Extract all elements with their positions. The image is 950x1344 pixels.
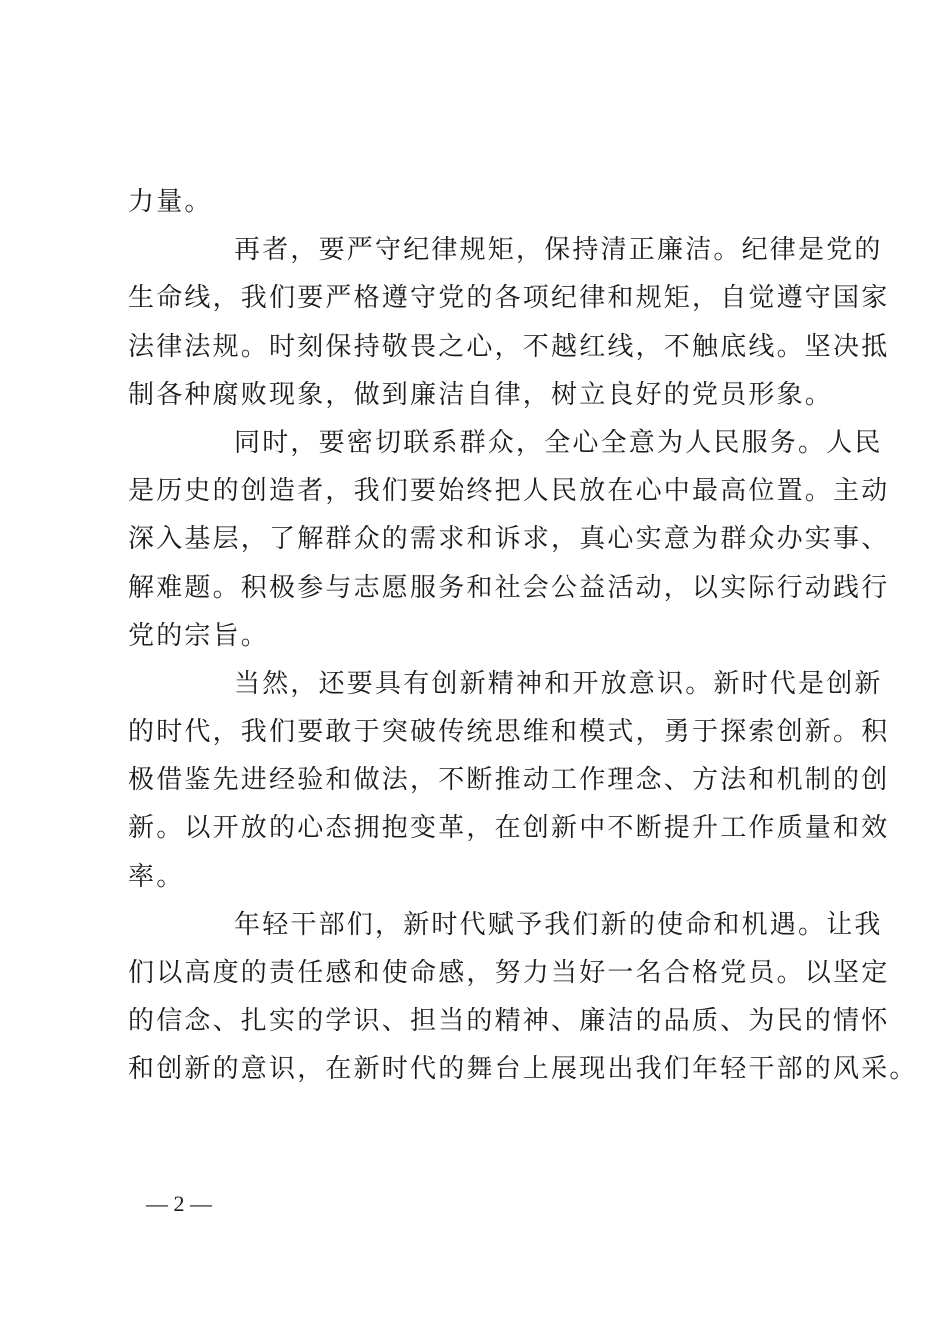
text-line: 新。以开放的心态拥抱变革，在创新中不断提升工作质量和效 (128, 813, 890, 844)
paragraph-start-line: 同时，要密切联系群众，全心全意为人民服务。人民 (234, 427, 883, 458)
paragraph-start-line: 再者，要严守纪律规矩，保持清正廉洁。纪律是党的 (234, 235, 883, 266)
text-line: 党的宗旨。 (128, 620, 270, 651)
text-line: 深入基层，了解群众的需求和诉求，真心实意为群众办实事、 (128, 524, 890, 555)
text-line: 和创新的意识，在新时代的舞台上展现出我们年轻干部的风采。 (128, 1054, 918, 1085)
text-line: 制各种腐败现象，做到廉洁自律，树立良好的党员形象。 (128, 379, 834, 410)
page-number: — 2 — (146, 1191, 212, 1216)
text-line: 生命线，我们要严格遵守党的各项纪律和规矩，自觉遵守国家 (128, 283, 890, 314)
paragraph-start-line: 年轻干部们，新时代赋予我们新的使命和机遇。让我 (234, 909, 883, 940)
text-line: 法律法规。时刻保持敬畏之心，不越红线，不触底线。坚决抵 (128, 331, 890, 362)
text-line: 们以高度的责任感和使命感，努力当好一名合格党员。以坚定 (128, 958, 890, 988)
document-body (128, 178, 918, 1094)
text-line: 解难题。积极参与志愿服务和社会公益活动，以实际行动践行 (128, 572, 890, 603)
text-line: 极借鉴先进经验和做法，不断推动工作理念、方法和机制的创 (128, 765, 890, 796)
text-line: 率。 (128, 861, 185, 892)
text-line: 的时代，我们要敢于突破传统思维和模式，勇于探索创新。积 (128, 717, 890, 748)
paragraph-start-line: 当然，还要具有创新精神和开放意识。新时代是创新 (234, 668, 883, 699)
text-line: 是历史的创造者，我们要始终把人民放在心中最高位置。主动 (128, 476, 890, 507)
text-line: 的信念、扎实的学识、担当的精神、廉洁的品质、为民的情怀 (128, 1006, 890, 1037)
text-line: 力量。 (128, 187, 213, 217)
